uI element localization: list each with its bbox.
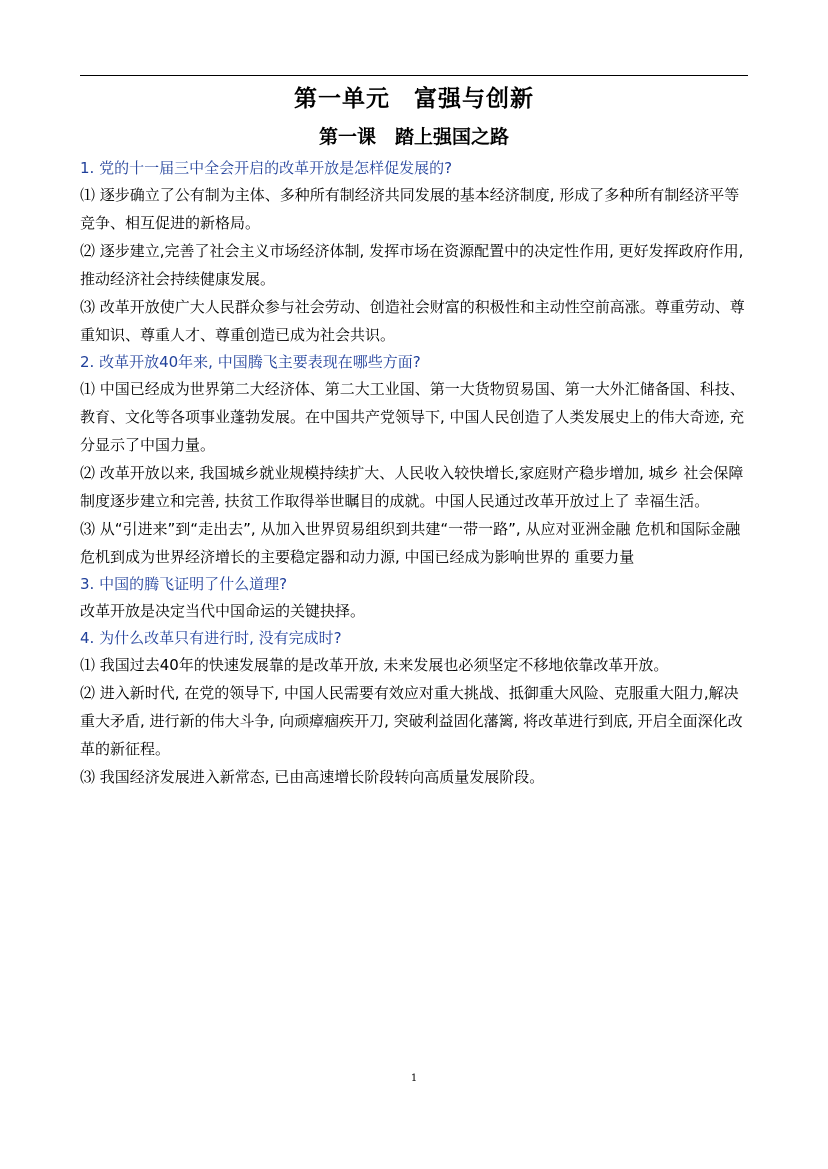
document-body [80,155,752,791]
page-number: 1 [410,1073,418,1084]
answer-paragraph: ⑴ 逐步确立了公有制为主体、多种所有制经济共同发展的基本经济制度, 形成了多种所有制经济平等竞争、相互促进的新格局。 [80,186,740,232]
header-rule [80,75,748,76]
answer-paragraph: ⑵ 进入新时代, 在党的领导下, 中国人民需要有效应对重大挑战、抵御重大风险、克服重大阻力,解决重大矛盾, 进行新的伟大斗争, 向顽瘴痼疾开刀, 突破利益固化藩篱, 将改革进行到底, 开启全面深化改革的新征程。 [80,684,743,758]
answer-paragraph: ⑴ 我国过去40年的快速发展靠的是改革开放, 未来发展也必须坚定不移地依靠改革开放。 [80,656,669,674]
lesson-title: 第一课 踏上强国之路 [318,126,509,148]
unit-title: 第一单元 富强与创新 [294,86,534,112]
answer-paragraph: ⑶ 我国经济发展进入新常态, 已由高速增长阶段转向高质量发展阶段。 [80,768,545,786]
question-1: 1. 党的十一届三中全会开启的改革开放是怎样促发展的? [80,159,453,177]
question-2: 2. 改革开放40年来, 中国腾飞主要表现在哪些方面? [80,353,421,371]
question-3: 3. 中国的腾飞证明了什么道理? [80,575,288,593]
answer-paragraph: ⑵ 改革开放以来, 我国城乡就业规模持续扩大、人民收入较快增长,家庭财产稳步增加, 城乡 社会保障制度逐步建立和完善, 扶贫工作取得举世瞩目的成就。中国人民通过改革开放过上了 幸福生活。 [80,464,744,510]
answer-paragraph: ⑶ 从“引进来”到“走出去”, 从加入世界贸易组织到共建“一带一路”, 从应对亚洲金融 危机和国际金融危机到成为世界经济增长的主要稳定器和动力源, 中国已经成为影响世界的 重要力量 [80,520,741,566]
answer-paragraph: 改革开放是决定当代中国命运的关键抉择。 [80,602,366,620]
answer-paragraph: ⑶ 改革开放使广大人民群众参与社会劳动、创造社会财富的积极性和主动性空前高涨。尊重劳动、尊重知识、尊重人才、尊重创造已成为社会共识。 [80,298,745,344]
answer-paragraph: ⑵ 逐步建立,完善了社会主义市场经济体制, 发挥市场在资源配置中的决定性作用, 更好发挥政府作用, 推动经济社会持续健康发展。 [80,242,744,288]
question-4: 4. 为什么改革只有进行时, 没有完成时? [80,629,342,647]
answer-paragraph: ⑴ 中国已经成为世界第二大经济体、第二大工业国、第一大货物贸易国、第一大外汇储备国、科技、教育、文化等各项事业蓬勃发展。在中国共产党领导下, 中国人民创造了人类发展史上的伟大奇迹, 充分显示了中国力量。 [80,380,745,454]
